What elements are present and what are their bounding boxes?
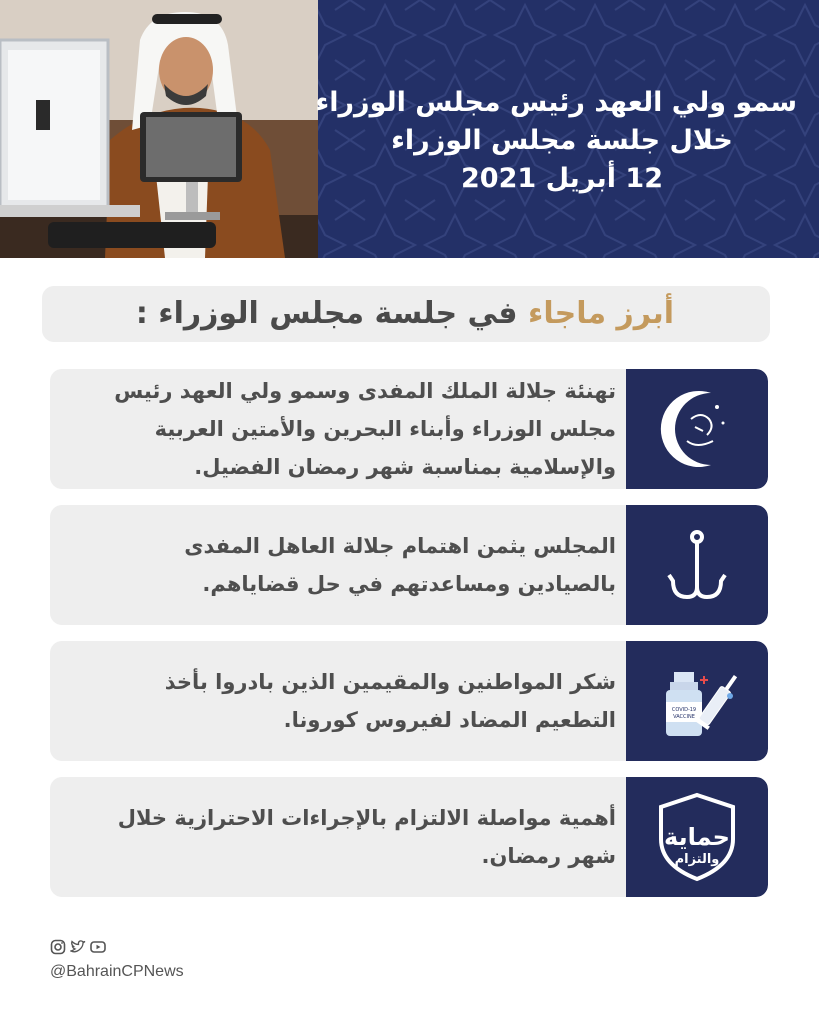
fishing-hook-icon bbox=[657, 525, 737, 605]
card-text bbox=[61, 663, 616, 739]
header-subtitle: خلال جلسة مجلس الوزراء bbox=[391, 125, 733, 156]
card-line: شكر المواطنين والمقيمين الذين بادروا بأخذ bbox=[164, 670, 616, 694]
covid-vaccine-icon bbox=[652, 656, 742, 746]
youtube-icon[interactable] bbox=[90, 939, 106, 955]
card-line: بالصيادين ومساعدتهم في حل قضاياهم. bbox=[202, 572, 616, 596]
highlight-card-commitment bbox=[50, 777, 768, 897]
card-icon-box bbox=[626, 777, 768, 897]
card-line: أهمية مواصلة الالتزام بالإجراءات الاحترازية خلال bbox=[117, 806, 616, 830]
header-text bbox=[315, 84, 797, 198]
card-text bbox=[61, 372, 616, 486]
highlight-card-vaccine bbox=[50, 641, 768, 761]
card-line: شهر رمضان. bbox=[481, 844, 616, 868]
highlight-card-fishermen bbox=[50, 505, 768, 625]
header-banner bbox=[0, 0, 819, 258]
social-icons bbox=[50, 939, 106, 955]
card-line: المجلس يثمن اهتمام جلالة العاهل المفدى bbox=[184, 534, 616, 558]
ramadan-crescent-icon bbox=[651, 383, 743, 475]
section-title bbox=[42, 286, 770, 342]
card-text bbox=[61, 527, 616, 603]
protection-shield-icon bbox=[649, 789, 745, 885]
card-icon-box bbox=[626, 641, 768, 761]
card-line: التطعيم المضاد لفيروس كورونا. bbox=[283, 708, 616, 732]
highlight-card-ramadan bbox=[50, 369, 768, 489]
card-icon-box bbox=[626, 505, 768, 625]
header-date: 12 أبريل 2021 bbox=[461, 163, 663, 194]
crown-prince-photo bbox=[0, 0, 318, 258]
section-title-accent: أبرز ماجاء bbox=[528, 296, 674, 331]
social-handle[interactable]: @BahrainCPNews bbox=[50, 963, 184, 980]
card-line: والإسلامية بمناسبة شهر رمضان الفضيل. bbox=[194, 455, 616, 479]
card-text bbox=[61, 799, 616, 875]
shield-word-1: حماية bbox=[664, 823, 730, 851]
vaccine-label-2: VACCINE bbox=[673, 714, 695, 720]
card-line: مجلس الوزراء وأبناء البحرين والأمتين العربية bbox=[154, 417, 616, 441]
vaccine-label-1: COVID-19 bbox=[671, 707, 697, 713]
twitter-icon[interactable] bbox=[70, 939, 86, 955]
card-line: تهنئة جلالة الملك المفدى وسمو ولي العهد رئيس bbox=[114, 379, 616, 403]
card-icon-box bbox=[626, 369, 768, 489]
header-title: سمو ولي العهد رئيس مجلس الوزراء bbox=[315, 87, 797, 118]
section-title-rest: في جلسة مجلس الوزراء : bbox=[135, 296, 518, 331]
shield-word-2: والتزام bbox=[674, 852, 720, 867]
instagram-icon[interactable] bbox=[50, 939, 66, 955]
